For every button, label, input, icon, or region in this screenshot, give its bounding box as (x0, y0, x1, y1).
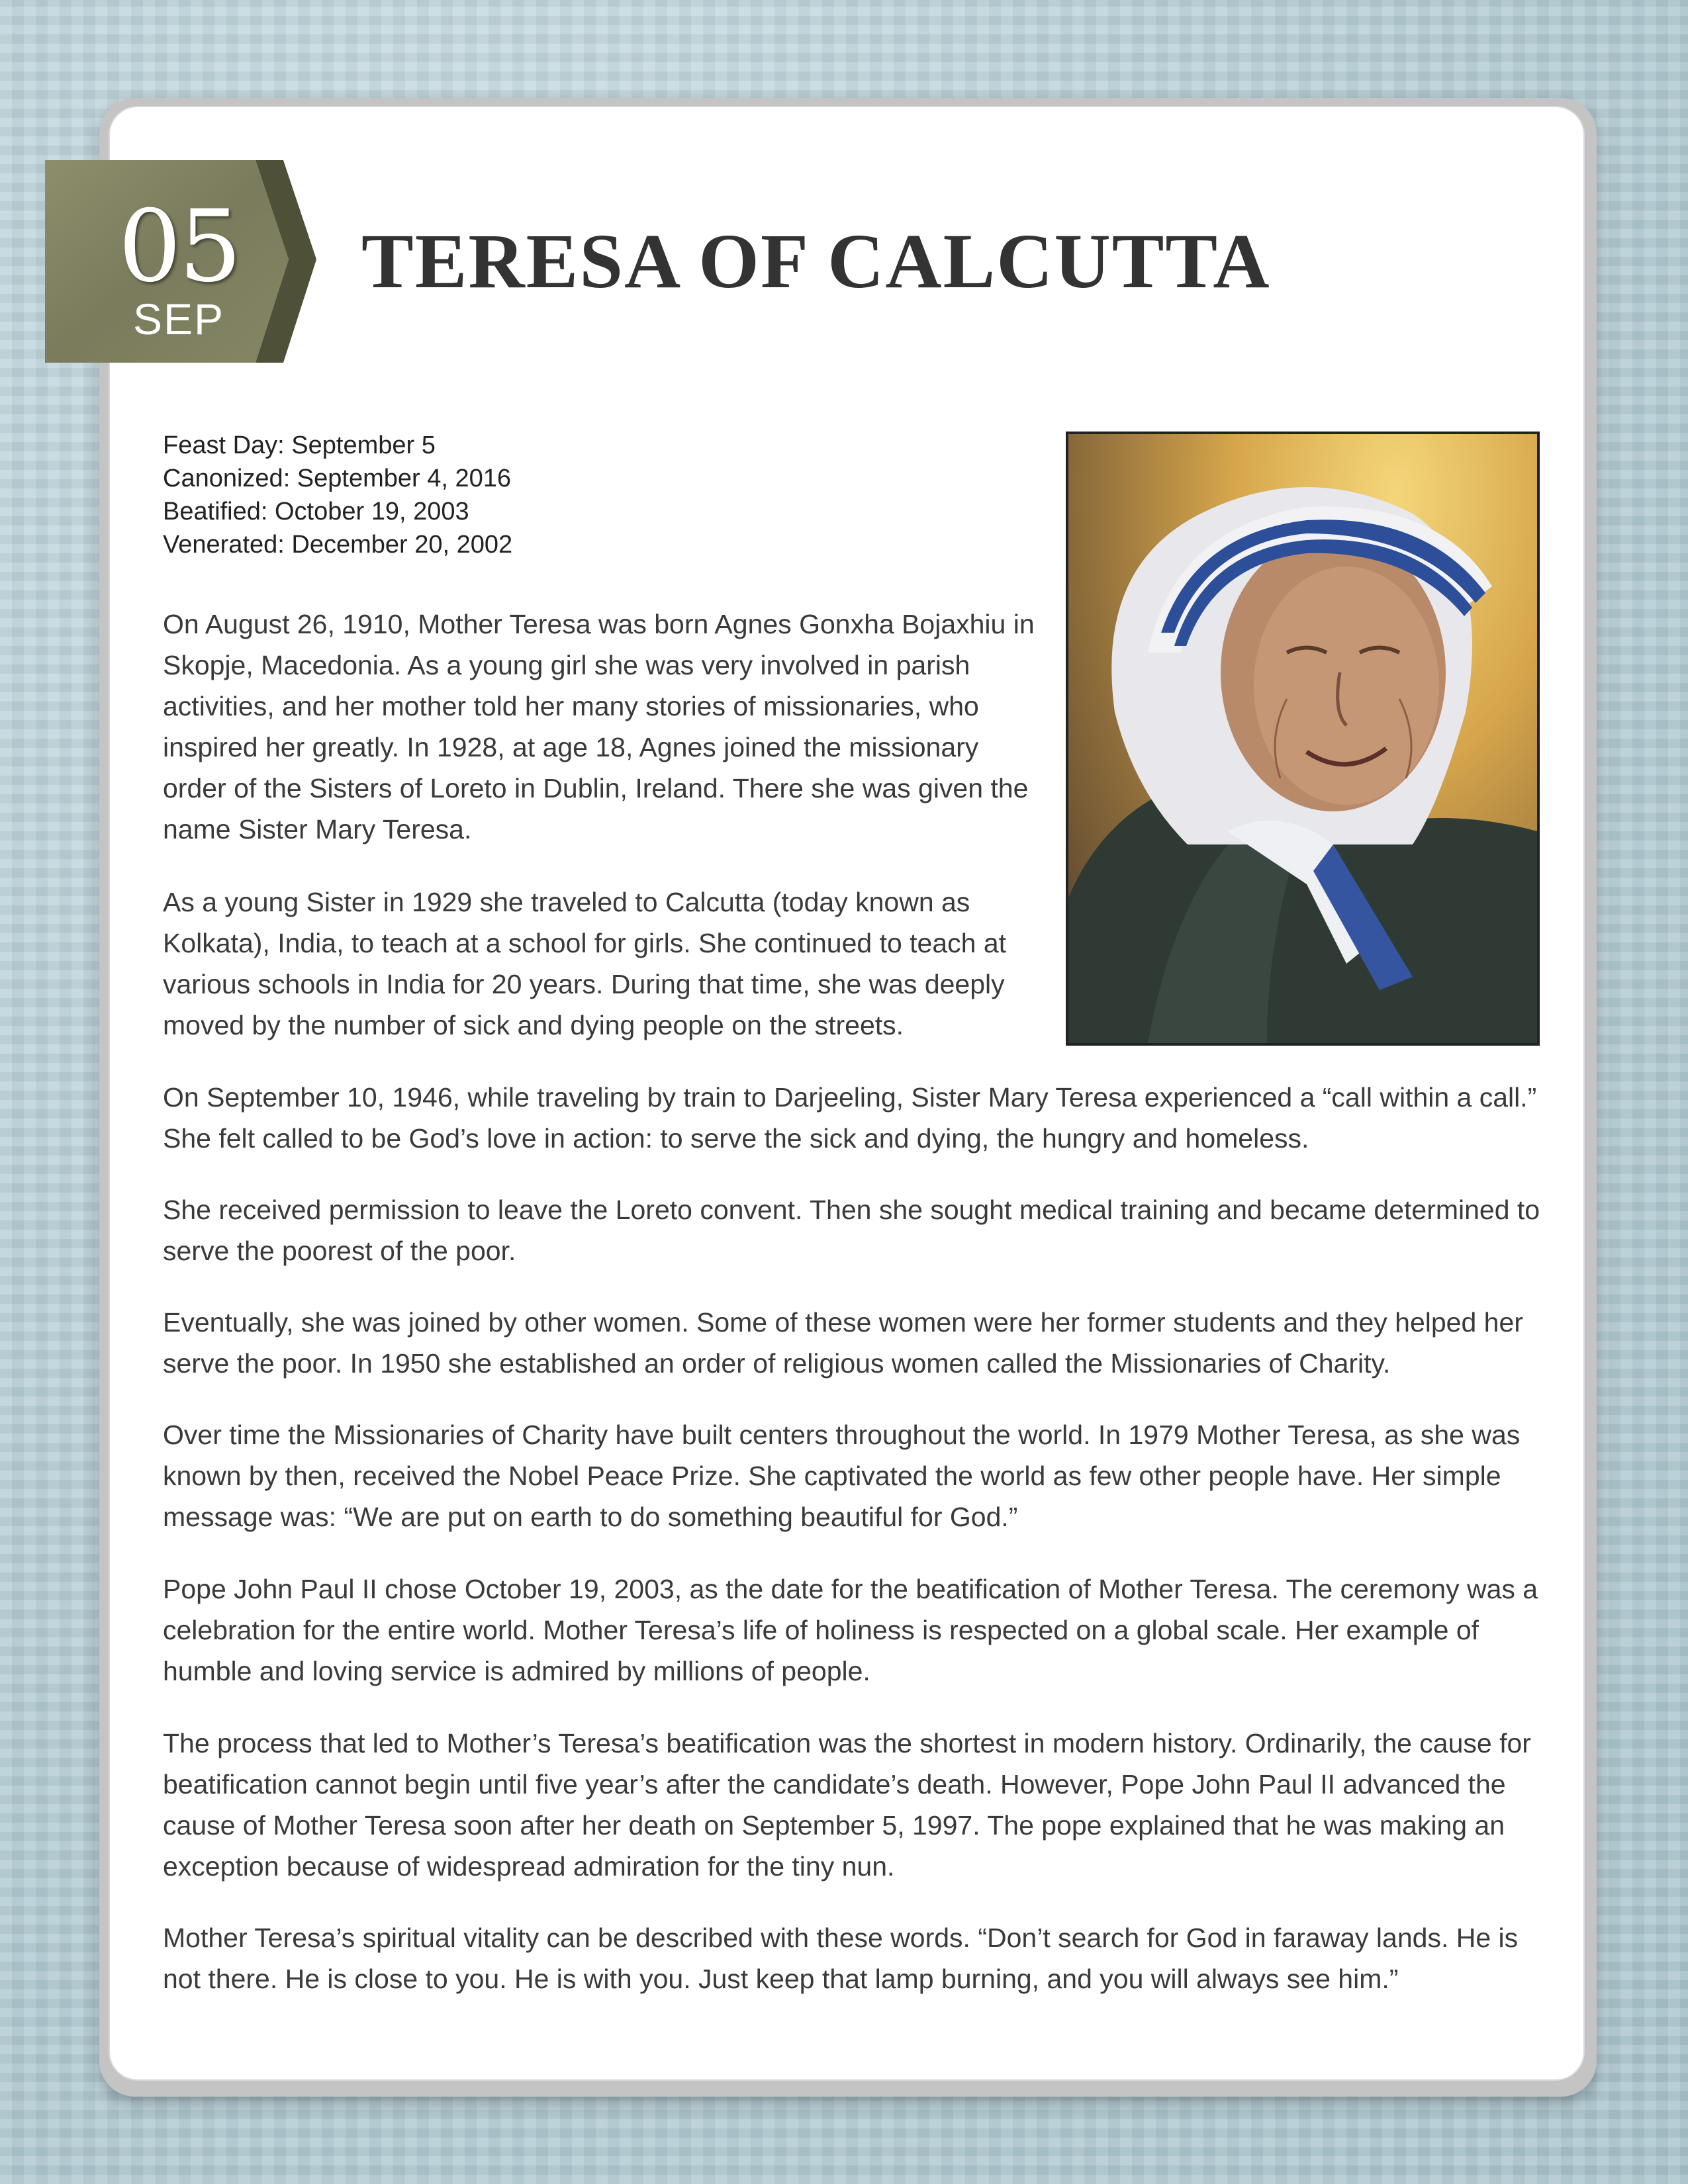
paragraph-call-within-call: On September 10, 1946, while traveling by train to Darjeeling, Sister Mary Teresa experienced a “call within a call.” She felt called to be God’s love in action: to serve the sick and dying, the hungry and homeless. (163, 1082, 1537, 1154)
fact-feast-day: Feast Day: September 5 (163, 432, 436, 459)
ribbon-month: SEP (132, 295, 225, 343)
portrait-illustration (1068, 434, 1537, 1043)
paragraph-medical-training: She received permission to leave the Loreto convent. Then she sought medical training and became determined to serve the poorest of the poor. (163, 1195, 1540, 1266)
fact-beatified: Beatified: October 19, 2003 (163, 498, 469, 525)
fact-canonized: Canonized: September 4, 2016 (163, 465, 512, 492)
paragraph-spiritual-vitality: Mother Teresa’s spiritual vitality can be described with these words. “Don’t search for God in faraway lands. He is not there. He is close to you. He is with you. Just keep that lamp burning, and you will always see him.” (163, 1923, 1519, 1994)
paragraph-missionaries-of-charity: Eventually, she was joined by other women. Some of these women were her former students and they helped her serve the poor. In 1950 she established an order of religious women called the Missionaries of Charity. (163, 1307, 1523, 1379)
paragraph-beatification: Pope John Paul II chose October 19, 2003, as the date for the beatification of Mother Teresa. The ceremony was a celebration for the entire world. Mother Teresa’s life of holiness is respected on a global scale. Her example of humble and loving service is admired by millions of people. (163, 1574, 1538, 1686)
saint-facts (163, 429, 512, 561)
paragraph-birth: On August 26, 1910, Mother Teresa was born Agnes Gonxha Bojaxhiu in Skopje, Macedonia. As a young girl she was very involved in parish activities, and her mother told her many stories of missionaries, who inspired her greatly. In 1928, at age 18, Agnes joined the missionary order of the Sisters of Loreto in Dublin, Ireland. There she was given the name Sister Mary Teresa. (163, 609, 1035, 844)
fact-venerated: Venerated: December 20, 2002 (163, 531, 513, 559)
paragraph-process: The process that led to Mother’s Teresa’s beatification was the shortest in modern history. Ordinarily, the cause for beatification cannot begin until five year’s after the candidate’s death. However, Pope John Paul II advanced the cause of Mother Teresa soon after her death on September 5, 1997. The pope explained that he was making an exception because of widespread admiration for the tiny nun. (163, 1728, 1531, 1882)
portrait-photo (1066, 432, 1540, 1046)
paragraph-calcutta: As a young Sister in 1929 she traveled to Calcutta (today known as Kolkata), India, to teach at a school for girls. She continued to teach at various schools in India for 20 years. During that time, she was deeply moved by the number of sick and dying people on the streets. (163, 887, 1007, 1040)
page-title: TERESA OF CALCUTTA (361, 218, 1271, 304)
date-ribbon (45, 160, 316, 363)
ribbon-day: 05 (118, 189, 240, 304)
paragraph-nobel-prize: Over time the Missionaries of Charity have built centers throughout the world. In 1979 Mother Teresa, as she was known by then, received the Nobel Peace Prize. She captivated the world as few other people have. Her simple message was: “We are put on earth to do something beautiful for God.” (163, 1420, 1521, 1532)
